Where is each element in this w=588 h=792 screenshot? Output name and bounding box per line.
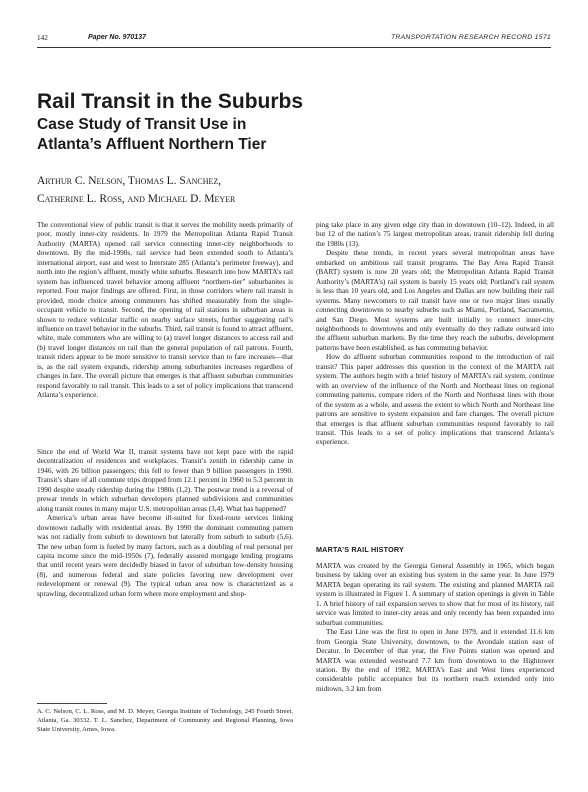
body-paragraph: Since the end of World War II, transit systems have not kept pace with the rapid decentralization of residences and workplaces. Transit’s zenith in ridership came in 1946, with 26 billion passengers; this fell to fewer than 9 billion passengers in 1990. Transit’s share of all commute trips dropped from 12.1 percent in 1960 to 5.3 percent in 1990 despite steady ridership during the 1980s (1,2). The postwar trend is a reversal of prewar trends in which suburban developers planned subdivisions and communities along transit routes in many major U.S. metropolitan areas (3,4). What has happened? <box>37 448 293 513</box>
body-paragraph: How do affluent suburban communities respond to the introduction of rail transit? This paper addresses this question in the context of the MARTA rail system. The authors begin with a brief history of MARTA’s rail system, continue with an overview of the influence of the North and Northeast lines on regional commuting patterns, compare riders of the North and Northeast lines with those of the system as a whole, and assess the extent to which North and Northeast line patrons are sensitive to system expansion and fare changes. The overall picture that emerges is that affluent suburban communities respond favorably to rail transit. This leads to a set of policy implications that transcend Atlanta’s experience. <box>316 353 554 447</box>
abstract-text: The conventional view of public transit is that it serves the mobility needs primarily of poor, mostly inner-city residents. In 1979 the Metropolitan Atlanta Rapid Transit Authority (MARTA) opened rail service connecting inner-city neighborhoods to downtown. By the mid-1990s, rail service had been extended south to Atlanta’s international airport, east and west to Interstate 285 (Atlanta’s perimeter freeway), and north into the region’s affluent, mostly white suburbs. Research into how MARTA’s rail system has influenced travel behavior among affluent “northern-tier” suburbanites is reported. Four major findings are offered. First, in those corridors where rail transit is provided, mode choice among commuters has shifted measurably from the single-occupant vehicle to transit. Second, the opening of rail stations in suburban areas is shown to reduce vehicular traffic on nearby surface streets, further suggesting rail’s influence on travel behavior in the suburbs. Third, rail transit is found to attract affluent, white, male commuters who are willing to (a) travel longer distances to access rail and (b) travel longer distances on rail than the general population of rail patrons. Fourth, transit riders appear to be more sensitive to transit service than to fare increases—that is, as the rail system expands, ridership among suburbanites increases regardless of changes in fare. The overall picture that emerges is that affluent suburban communities respond favorably to rail transit. This leads to a set of policy implications that transcend Atlanta’s experience. <box>37 221 293 400</box>
page-number: 142 <box>37 34 48 42</box>
body-paragraph: The East Line was the first to open in June 1979, and it extended 11.6 km from Georgia State University, downtown, to the Avondale station east of Decatur. In December of that year, the Five Points station was opened and MARTA was extended westward 7.7 km from downtown to the Hightower station. By the end of 1982, MARTA’s East and West lines experienced considerable public acceptance but its northern reach extended only into midtown, 3.2 km from <box>316 628 554 693</box>
body-paragraph: ping take place in any given edge city than in downtown (10–12). Indeed, in all but 12 of the nation’s 75 largest metropolitan areas, transit ridership fell during the 1980s (13). <box>316 221 554 248</box>
section-body <box>316 562 554 694</box>
body-paragraph: MARTA was created by the Georgia General Assembly in 1965, which began business by taking over an existing bus system in the same year. In June 1979 MARTA began operating its rail system. The existing and planned MARTA rail system is illustrated in Figure 1. A summary of station openings is given in Table 1. A brief history of rail expansion serves to show that for most of its history, rail service was limited to inner-city areas and only recently has been expanded into suburban communities. <box>316 562 554 627</box>
author-affiliations-footnote: A. C. Nelson, C. L. Ross, and M. D. Meyer, Georgia Institute of Technology, 245 Fourth Street, Atlanta, Ga. 30332. T. L. Sanchez, Department of Community and Regional Planning, Iowa State University, Ames, Iowa. <box>37 708 293 733</box>
paper-title: Rail Transit in the Suburbs <box>37 90 304 113</box>
abstract <box>37 221 293 401</box>
journal-name: TRANSPORTATION RESEARCH RECORD 1571 <box>390 34 551 41</box>
author-list: Arthur C. Nelson, Thomas L. Sanchez, Catherine L. Ross, and Michael D. Meyer <box>37 175 236 205</box>
paper-subtitle: Case Study of Transit Use in Atlanta’s Affluent Northern Tier <box>37 116 267 153</box>
footnote-rule <box>37 703 107 704</box>
paper-number: Paper No. 970137 <box>88 34 146 41</box>
running-header <box>37 34 551 46</box>
body-left-column <box>37 448 293 599</box>
body-paragraph: America’s urban areas have become ill-suited for fixed-route services linking downtown radially with residential areas. By 1990 the dominant commuting pattern was not radially from suburb to downtown but laterally from suburb to suburb (5,6). The new urban form is fueled by many factors, such as a doubling of real personal per capita income since the mid-1950s (7), federally assured mortgage lending programs that until recent years were decidedly biased in favor of suburban low-density housing (8), and numerous federal and state policies favoring new development over redevelopment or renewal (9). The typical urban area now is characterized as a sprawling, decentralized urban form where more employment and shop- <box>37 514 293 598</box>
body-paragraph: Despite these trends, in recent years several metropolitan areas have embarked on ambitious rail transit programs. The Bay Area Rapid Transit (BART) system is now 20 years old; the Metropolitan Atlanta Rapid Transit Authority’s (MARTA’s) rail system is barely 15 years old; Portland’s rail system is less than 10 years old, and Los Angeles and Dallas are now building their rail systems. Many newcomers to rail transit have one or two major lines usually connecting downtowns to nearby suburbs such as Miami, Portland, Sacramento, and San Diego. Most systems are built initially to connect inner-city neighborhoods to downtowns and only eventually do they radiate outward into the affluent suburban markets. By the time they reach the suburbs, development patterns have been established, as has commuting behavior. <box>316 249 554 352</box>
section-heading: MARTA’S RAIL HISTORY <box>316 545 404 554</box>
body-right-column <box>316 221 554 448</box>
header-rule <box>37 47 551 48</box>
